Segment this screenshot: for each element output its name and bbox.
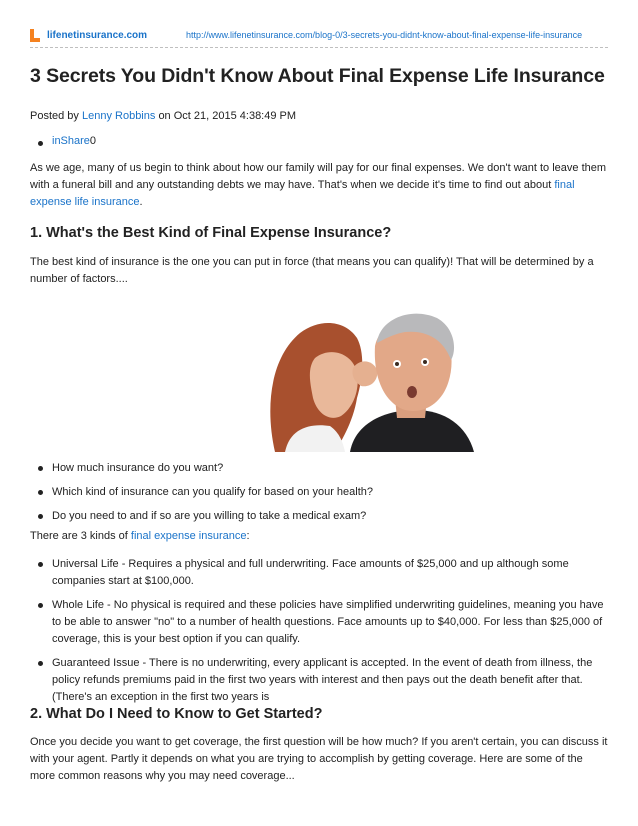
post-date: on Oct 21, 2015 4:38:49 PM — [158, 110, 297, 122]
section2-paragraph: Once you decide you want to get coverage, the first question will be how much? If you aren't certain, you can discuss it with your agent. Partly it depends on what you are trying to accomplish by getting coverage. Here are some of the more common reasons why you may need coverage... — [30, 736, 608, 782]
insurance-kinds-list — [30, 556, 610, 713]
kinds-final-expense-link[interactable]: final expense insurance — [130, 530, 247, 542]
list-item: Guaranteed Issue - There is no underwriting, every applicant is accepted. In the event of death from illness, the policy refunds premiums paid in the first two years with interest and then pays out the death benefit after that. (There's an exception in the first two years is — [30, 655, 610, 706]
page-url-link[interactable]: http://www.lifenetinsurance.com/blog-0/3-secrets-you-didnt-know-about-final-expense-life-insurance — [186, 30, 583, 40]
posted-by-label: Posted by — [30, 110, 79, 122]
intro-final-expense-link[interactable]: final expense life insurance — [30, 179, 575, 208]
share-list — [30, 135, 96, 147]
intro-paragraph — [30, 160, 610, 211]
list-item: Universal Life - Requires a physical and full underwriting. Face amounts of $25,000 and up although some companies start at $100,000. — [30, 556, 610, 590]
list-item: Which kind of insurance can you qualify for based on your health? — [30, 484, 610, 501]
share-item — [30, 135, 96, 147]
site-name-link[interactable]: lifenetinsurance.com — [47, 30, 148, 41]
intro-end: . — [139, 196, 143, 208]
share-count: 0 — [89, 135, 97, 147]
header-divider — [30, 47, 608, 48]
list-item: How much insurance do you want? — [30, 460, 610, 477]
factors-list — [30, 460, 610, 532]
list-item: Whole Life - No physical is required and these policies have simplified underwriting guidelines, meaning you have to be able to answer "no" to a number of health questions. Face amounts up to $40,000. For less than $25,000 of coverage, this is your best option if you can qualify. — [30, 597, 610, 648]
section1-heading: 1. What's the Best Kind of Final Expense Insurance? — [30, 225, 392, 241]
kinds-intro-paragraph — [30, 528, 610, 545]
list-item: Do you need to and if so are you willing to take a medical exam? — [30, 508, 610, 525]
kinds-end: : — [246, 530, 250, 542]
page-header — [30, 28, 608, 46]
post-meta — [30, 110, 296, 122]
section2-heading: 2. What Do I Need to Know to Get Started? — [30, 706, 323, 722]
article-title: 3 Secrets You Didn't Know About Final Expense Life Insurance — [30, 65, 605, 87]
couple-whispering-image — [245, 298, 474, 452]
kinds-intro-text: There are 3 kinds of — [30, 530, 128, 542]
section1-paragraph: The best kind of insurance is the one you can put in force (that means you can qualify)! That will be determined by a number of factors.... — [30, 256, 594, 285]
intro-text: As we age, many of us begin to think about how our family will pay for our final expenses. We don't want to leave them with a funeral bill and any outstanding debts we may have. That's when we decide it's time to find out about — [30, 162, 607, 191]
site-logo-icon — [30, 29, 41, 42]
author-link[interactable]: Lenny Robbins — [81, 110, 156, 122]
inshare-link[interactable]: inShare — [52, 135, 90, 147]
